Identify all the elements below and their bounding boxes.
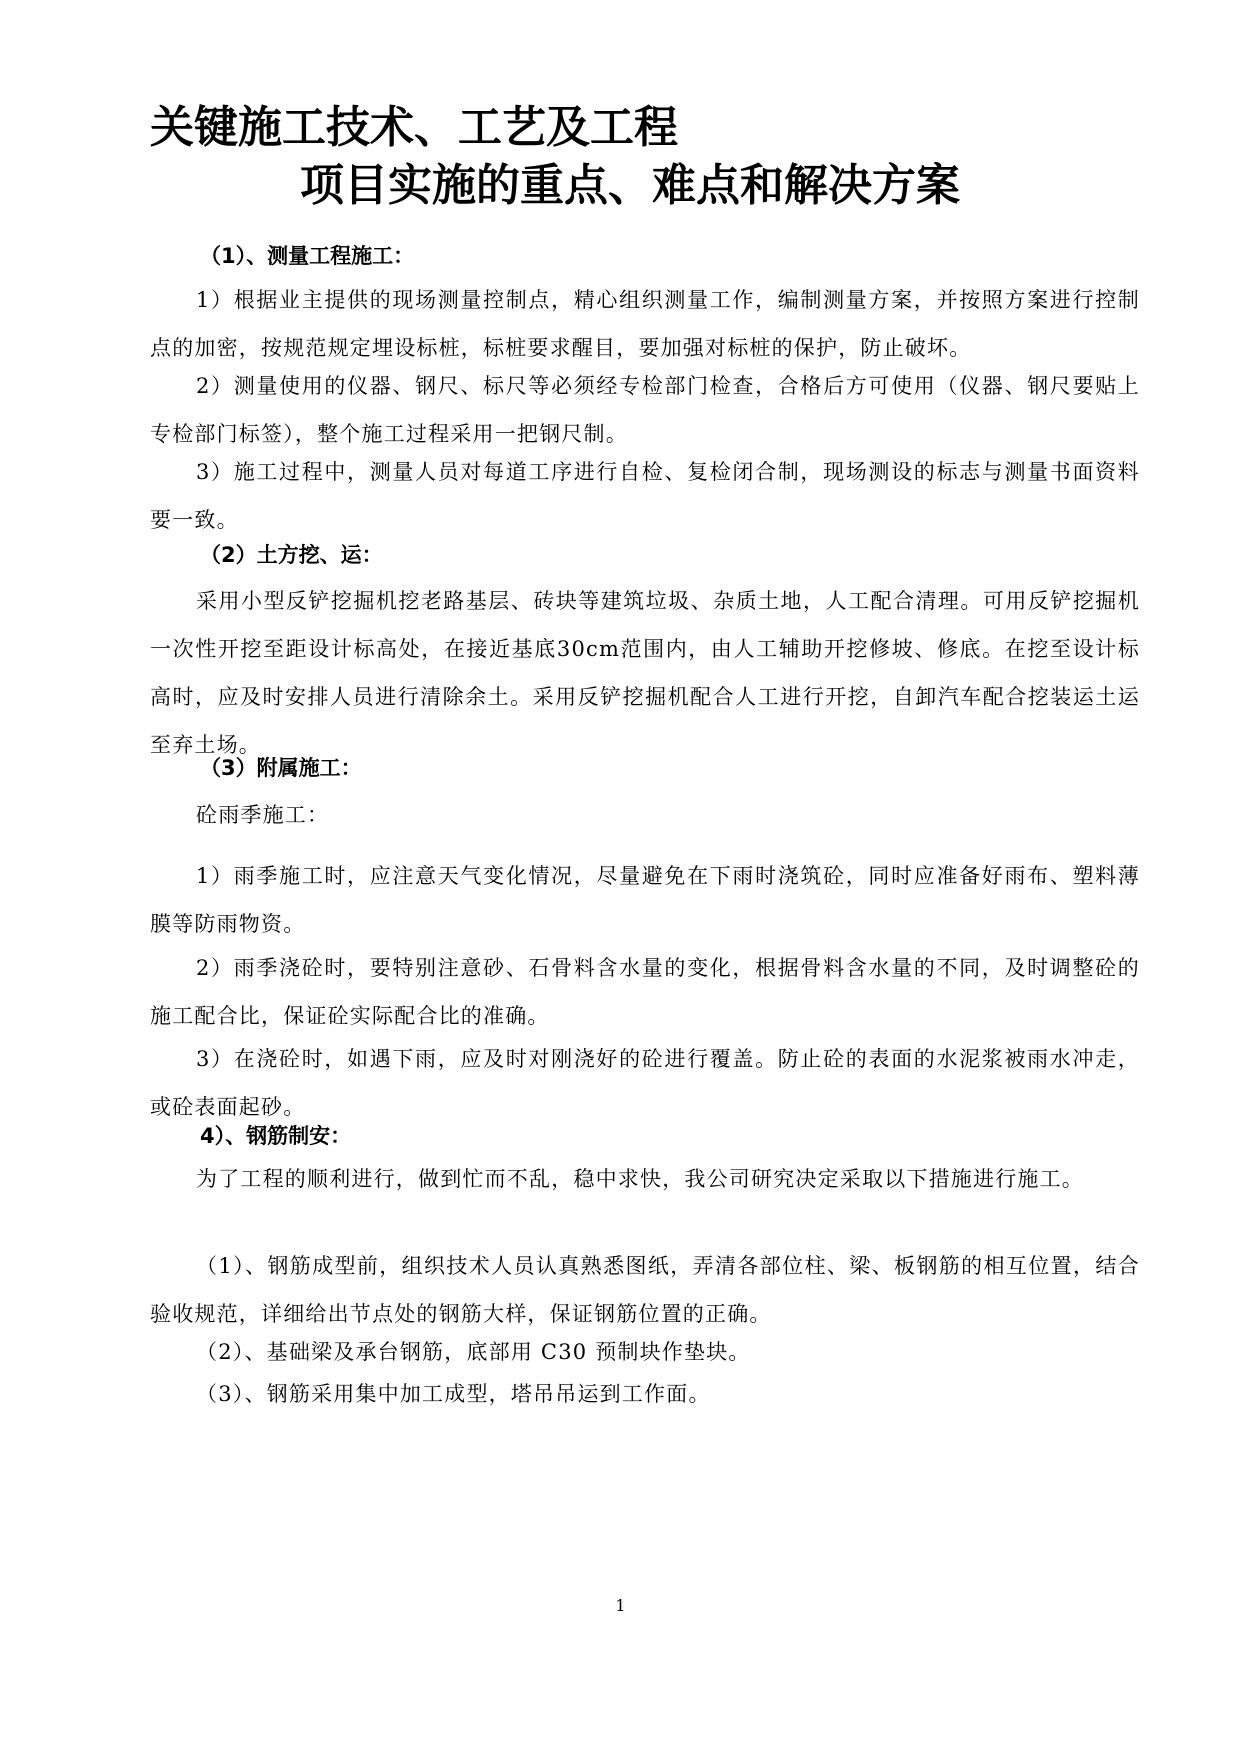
section-1-paragraph-2: 2）测量使用的仪器、钢尺、标尺等必须经专检部门检查，合格后方可使用（仪器、钢尺要贴上专检部门标签），整个施工过程采用一把钢尺制。: [150, 374, 1140, 446]
page-number: 1: [615, 1596, 626, 1615]
section-1-heading: （1）、测量工程施工：: [200, 244, 415, 268]
section-3-heading: （3）附属施工：: [200, 756, 362, 780]
section-4-paragraph-1: （1）、钢筋成型前，组织技术人员认真熟悉图纸，弄清各部位柱、梁、板钢筋的相互位置，结合验收规范，详细给出节点处的钢筋大样，保证钢筋位置的正确。: [150, 1254, 1140, 1326]
section-3-paragraph-3: 3）在浇砼时，如遇下雨，应及时对刚浇好的砼进行覆盖。防止砼的表面的水泥浆被雨水冲走，或砼表面起砂。: [150, 1047, 1140, 1119]
document-title-line-2: 项目实施的重点、难点和解决方案: [300, 160, 960, 211]
section-4-heading: 4）、钢筋制安：: [200, 1124, 352, 1148]
section-4-paragraph-2: （2）、基础梁及承台钢筋，底部用 C30 预制块作垫块。: [196, 1340, 751, 1364]
section-1-paragraph-1: 1）根据业主提供的现场测量控制点，精心组织测量工作，编制测量方案，并按照方案进行控制点的加密，按规范规定埋设标桩，标桩要求醒目，要加强对标桩的保护，防止破坏。: [150, 288, 1140, 360]
section-3-paragraph-1: 1）雨季施工时，应注意天气变化情况，尽量避免在下雨时浇筑砼，同时应准备好雨布、塑料薄膜等防雨物资。: [150, 864, 1140, 936]
section-4-paragraph-3: （3）、钢筋采用集中加工成型，塔吊吊运到工作面。: [196, 1382, 711, 1406]
section-4-intro: 为了工程的顺利进行，做到忙而不乱，稳中求快，我公司研究决定采取以下措施进行施工。: [196, 1167, 1084, 1191]
section-2-heading: （2）土方挖、运：: [200, 543, 383, 567]
section-1-paragraph-3: 3）施工过程中，测量人员对每道工序进行自检、复检闭合制，现场测设的标志与测量书面资料要一致。: [150, 460, 1140, 532]
section-3-subheading: 砼雨季施工：: [196, 803, 330, 827]
section-3-paragraph-2: 2）雨季浇砼时，要特别注意砂、石骨料含水量的变化，根据骨料含水量的不同，及时调整砼的施工配合比，保证砼实际配合比的准确。: [150, 956, 1140, 1028]
section-2-paragraph-1: 采用小型反铲挖掘机挖老路基层、砖块等建筑垃圾、杂质土地，人工配合清理。可用反铲挖掘机一次性开挖至距设计标高处，在接近基底30cm范围内，由人工辅助开挖修坡、修底。在挖至设计标高时，应及时安排人员进行清除余土。采用反铲挖掘机配合人工进行开挖，自卸汽车配合挖装运土运至弃土场。: [150, 589, 1140, 757]
document-title-line-1: 关键施工技术、工艺及工程: [150, 102, 678, 153]
